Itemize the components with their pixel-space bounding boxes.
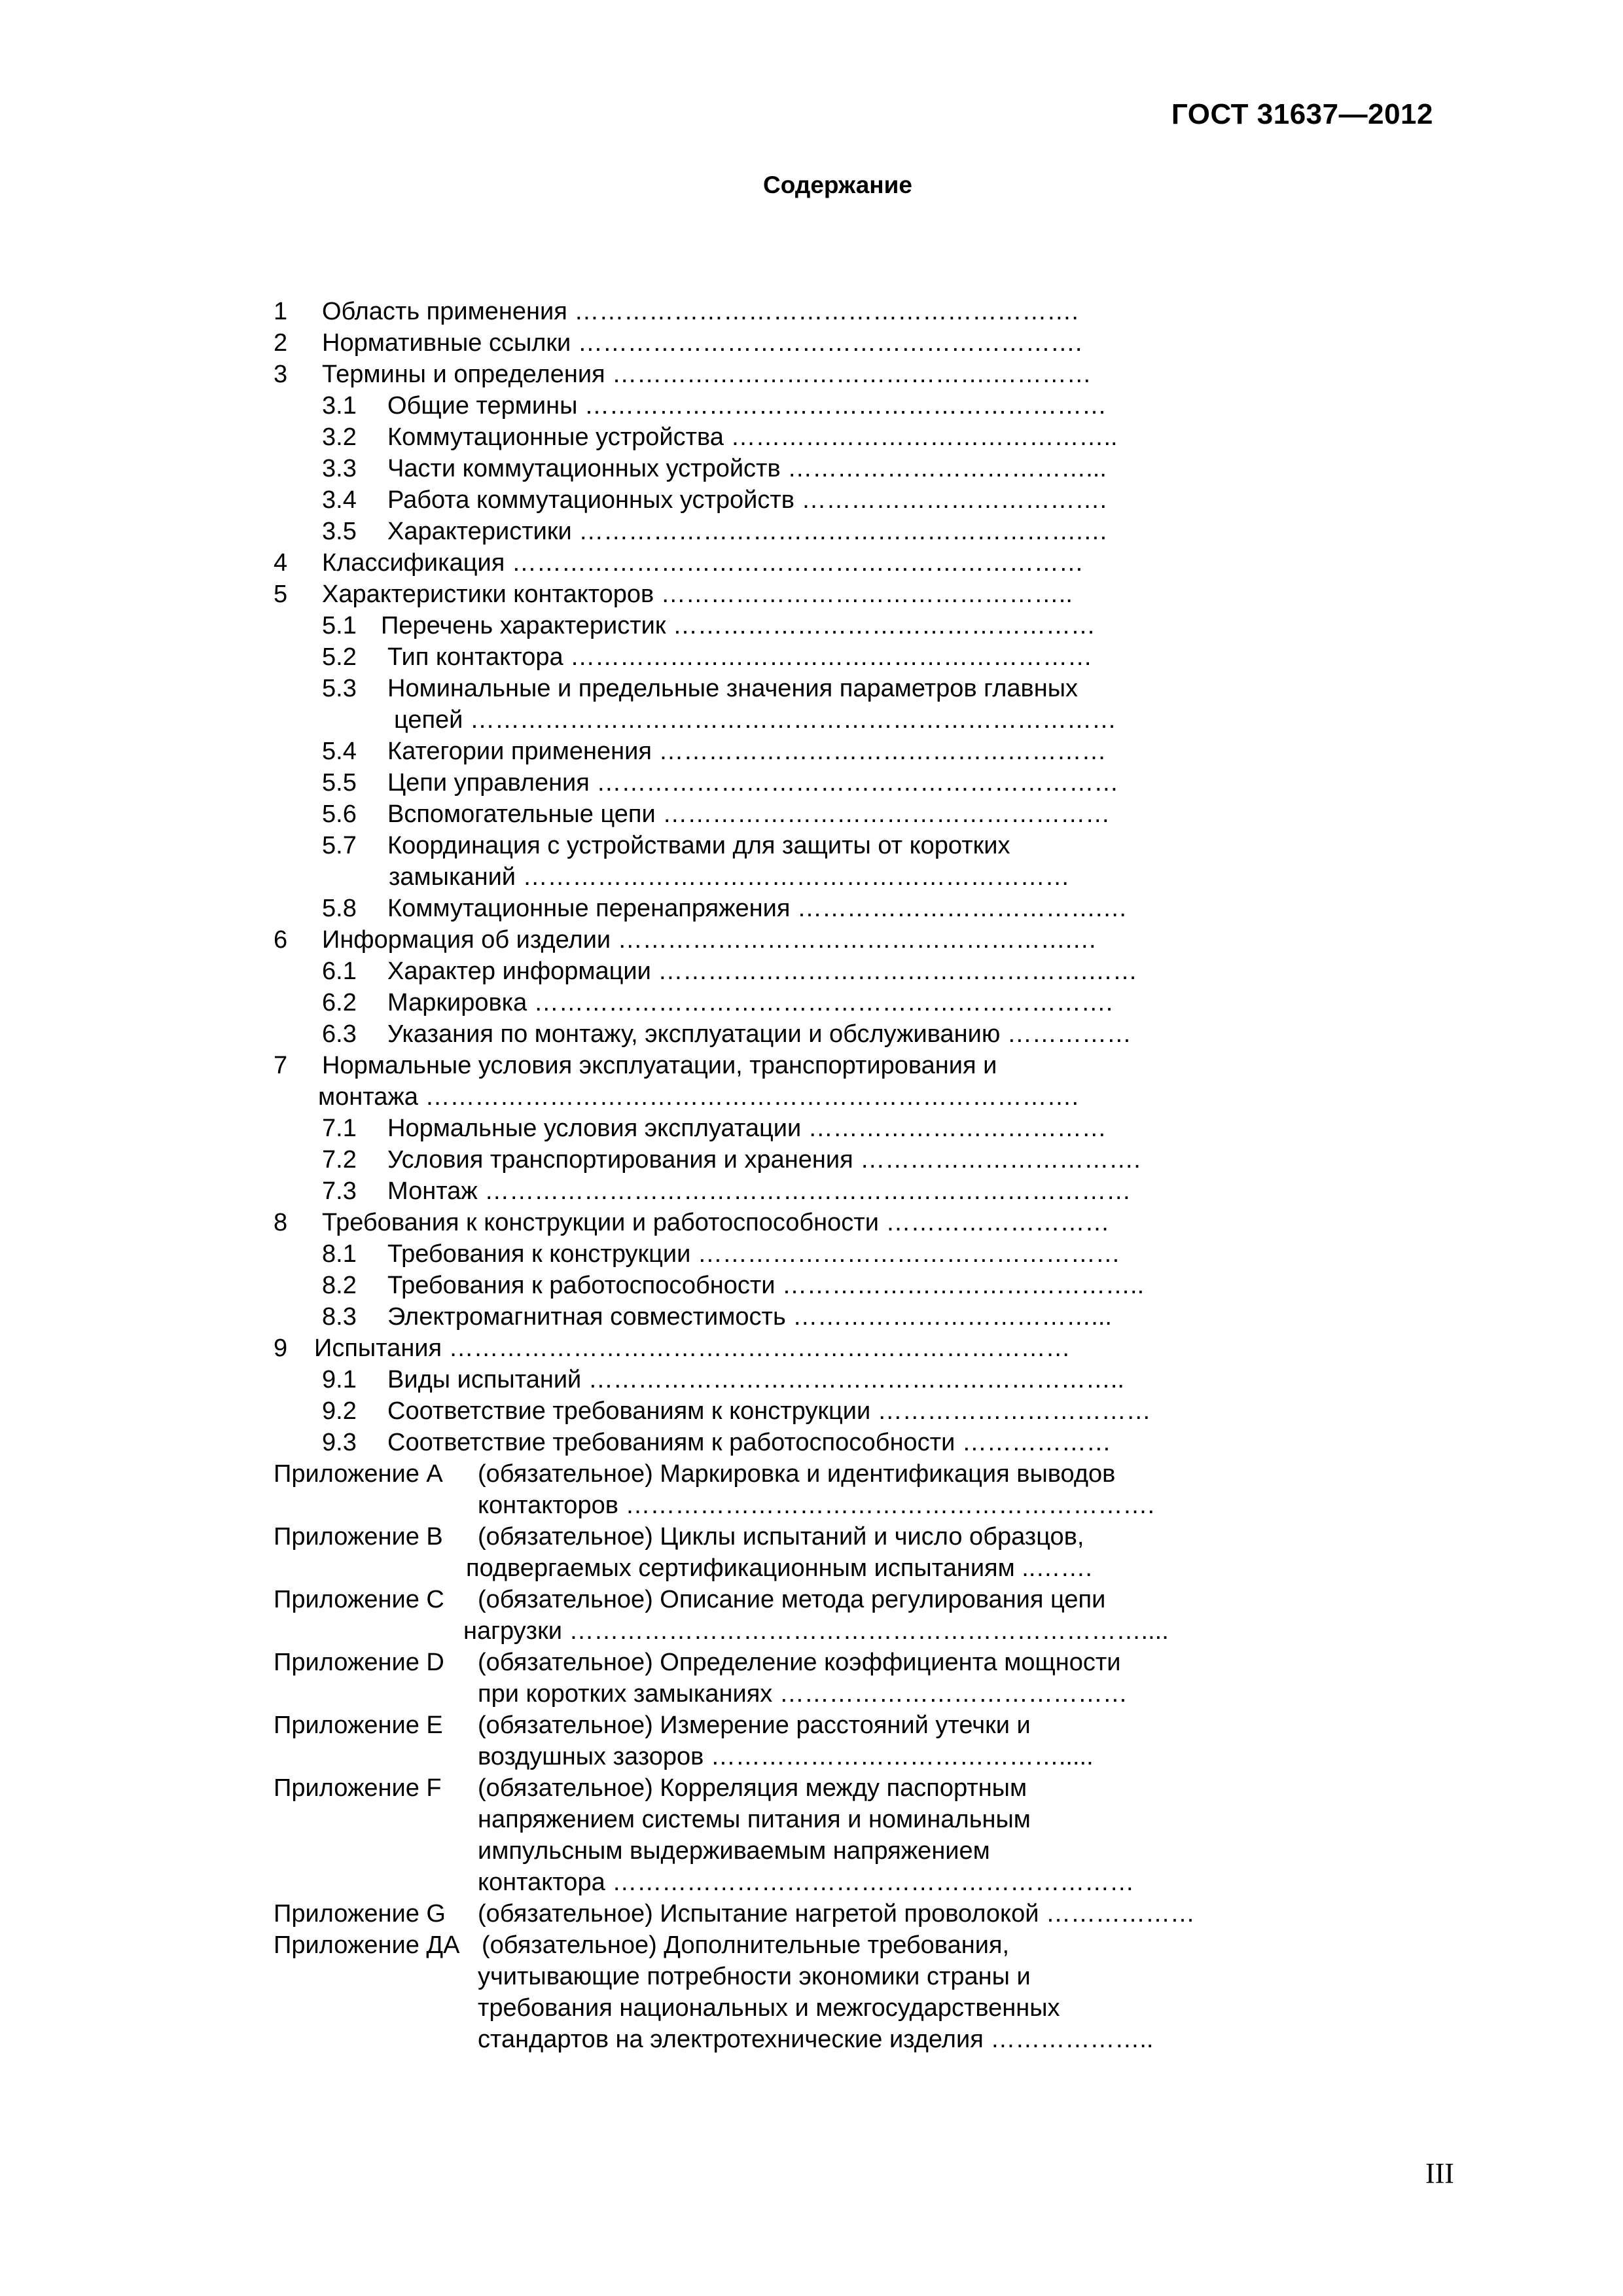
- appendix-label: Приложение B: [274, 1523, 443, 1551]
- toc-entry-number: 9.2: [322, 1397, 357, 1425]
- toc-entry[interactable]: [0, 1301, 1623, 1333]
- toc-appendix[interactable]: [0, 1710, 1623, 1741]
- toc-entry-title: Указания по монтажу, эксплуатации и обслуживанию ……………: [387, 1020, 1132, 1048]
- toc-entry-continuation[interactable]: [0, 1490, 1623, 1521]
- toc-entry-title: (обязательное) Корреляция между паспортным: [478, 1774, 1027, 1802]
- toc-entry-title: Соответствие требованиям к конструкции ……………………………: [387, 1397, 1151, 1425]
- toc-entry-title: монтажа …………………………………………………………………….: [318, 1083, 1079, 1111]
- toc-entry-number: 9: [274, 1335, 288, 1362]
- appendix-label: Приложение F: [274, 1774, 442, 1802]
- toc-entry[interactable]: [0, 641, 1623, 673]
- toc-entry-continuation[interactable]: [0, 1615, 1623, 1647]
- toc-entry-title: замыканий …………………………………………………………: [389, 863, 1070, 891]
- toc-entry-title: контактора ………………………………………………………: [478, 1869, 1135, 1896]
- appendix-label: Приложение G: [274, 1900, 446, 1928]
- toc-entry-title: Перечень характеристик ……………………………………………: [381, 612, 1096, 639]
- toc-entry-number: 3.3: [322, 455, 357, 482]
- appendix-label: Приложение ДА: [274, 1931, 460, 1959]
- toc-entry-title: Нормальные условия эксплуатации, транспортирования и: [322, 1052, 997, 1079]
- toc-entry-title: Соответствие требованиям к работоспособности ………………: [387, 1429, 1111, 1456]
- toc-entry-number: 3: [274, 361, 288, 388]
- document-code: ГОСТ 31637—2012: [1171, 98, 1433, 130]
- toc-entry-continuation[interactable]: [0, 704, 1623, 736]
- toc-entry-title: Части коммутационных устройств ………………………………...: [387, 455, 1107, 482]
- toc-entry-number: 2: [274, 329, 288, 357]
- toc-entry-number: 3.2: [322, 423, 357, 451]
- toc-entry[interactable]: [0, 484, 1623, 516]
- toc-entry[interactable]: [0, 1238, 1623, 1270]
- toc-entry-number: 7.1: [322, 1115, 357, 1142]
- toc-entry-number: 3.5: [322, 518, 357, 545]
- toc-entry-title: Коммутационные устройства ………………………………………..: [387, 423, 1118, 451]
- toc-entry-title: Электромагнитная совместимость ………………………………...: [387, 1303, 1112, 1331]
- toc-entry-title: Характеристики …………………………………………………….…: [387, 518, 1108, 545]
- toc-entry-title: учитывающие потребности экономики страны и: [478, 1963, 1031, 1990]
- toc-entry-title: (обязательное) Измерение расстояний утечки и: [478, 1712, 1031, 1739]
- toc-entry-title: импульсным выдерживаемым напряжением: [478, 1837, 990, 1865]
- toc-entry-title: (обязательное) Циклы испытаний и число образцов,: [478, 1523, 1084, 1551]
- toc-entry[interactable]: [0, 610, 1623, 641]
- toc-entry-title: Вспомогательные цепи ………………………………………………: [387, 800, 1111, 828]
- toc-entry-title: Тип контактора ………………………………………………………: [387, 643, 1093, 671]
- toc-entry[interactable]: [0, 1427, 1623, 1458]
- toc-entry-continuation[interactable]: [0, 1961, 1623, 1992]
- toc-entry-title: цепей ……………………………………………………………………: [394, 706, 1116, 734]
- toc-entry-number: 7: [274, 1052, 288, 1079]
- contents-title: Содержание: [763, 171, 912, 198]
- toc-entry-number: 5: [274, 581, 288, 608]
- toc-entry[interactable]: [0, 1018, 1623, 1050]
- toc-entry-title: Виды испытаний ………………………………………………………..: [387, 1366, 1124, 1393]
- toc-entry[interactable]: [0, 1175, 1623, 1207]
- toc-entry-number: 6.1: [322, 958, 357, 985]
- toc-entry-title: Монтаж ……………………………………………………………………: [387, 1177, 1132, 1205]
- toc-entry[interactable]: [0, 1395, 1623, 1427]
- toc-entry-number: 7.2: [322, 1146, 357, 1174]
- appendix-label: Приложение D: [274, 1649, 444, 1676]
- toc-entry[interactable]: [0, 296, 1623, 327]
- toc-entry-title: подвергаемых сертификационным испытаниям ..…….: [466, 1554, 1092, 1582]
- toc-entry-title: Нормальные условия эксплуатации ………………………………: [387, 1115, 1107, 1142]
- toc-entry-title: (обязательное) Испытание нагретой проволокой ………………: [478, 1900, 1196, 1928]
- toc-entry[interactable]: [0, 956, 1623, 987]
- toc-entry-number: 3.4: [322, 486, 357, 514]
- toc-entry-title: Требования к конструкции ……………………………………………: [387, 1240, 1120, 1268]
- toc-appendix[interactable]: [0, 1929, 1623, 1961]
- toc-entry-title: Область применения …………………………………………………….: [322, 298, 1079, 325]
- toc-entry-title: (обязательное) Описание метода регулирования цепи: [478, 1586, 1106, 1613]
- toc-entry-title: Номинальные и предельные значения параметров главных: [387, 675, 1079, 702]
- toc-entry-title: Испытания …………………………………………………………………: [314, 1335, 1071, 1362]
- toc-entry-title: Характеристики контакторов …………………………………………..: [322, 581, 1073, 608]
- toc-entry-title: при коротких замыканиях ……………………………………: [478, 1680, 1128, 1708]
- toc-appendix[interactable]: [0, 1647, 1623, 1678]
- toc-entry-title: Требования к работоспособности ……………………………………..: [387, 1272, 1145, 1299]
- toc-entry-number: 9.1: [322, 1366, 357, 1393]
- toc-entry-continuation[interactable]: [0, 1867, 1623, 1898]
- toc-entry-number: 8.3: [322, 1303, 357, 1331]
- toc-appendix[interactable]: [0, 1458, 1623, 1490]
- toc-entry-title: Общие термины ………………………………………………………: [387, 392, 1107, 420]
- toc-entry[interactable]: [0, 798, 1623, 830]
- toc-entry[interactable]: [0, 1113, 1623, 1144]
- toc-entry-continuation[interactable]: [0, 1835, 1623, 1867]
- toc-entry-continuation[interactable]: [0, 1741, 1623, 1772]
- toc-entry-number: 4: [274, 549, 288, 577]
- toc-entry[interactable]: [0, 547, 1623, 579]
- toc-entry-number: 5.2: [322, 643, 357, 671]
- toc-entry-number: 3.1: [322, 392, 357, 420]
- toc-entry-number: 6.3: [322, 1020, 357, 1048]
- appendix-label: Приложение C: [274, 1586, 444, 1613]
- toc-entry-title: Условия транспортирования и хранения …………………………….: [387, 1146, 1141, 1174]
- toc-entry-title: Маркировка …………………………………………………………….: [387, 989, 1113, 1016]
- toc-entry-continuation[interactable]: [0, 1552, 1623, 1584]
- toc-entry-title: Координация с устройствами для защиты от коротких: [387, 832, 1010, 859]
- toc-entry-continuation[interactable]: [0, 861, 1623, 893]
- toc-entry-continuation[interactable]: [0, 1804, 1623, 1835]
- toc-entry-number: 5.4: [322, 738, 357, 765]
- toc-entry[interactable]: [0, 673, 1623, 704]
- toc-entry-title: Работа коммутационных устройств ……………………………….: [387, 486, 1107, 514]
- toc-entry-title: нагрузки ……………………………………………………………....: [463, 1617, 1169, 1645]
- toc-entry-number: 5.7: [322, 832, 357, 859]
- toc-entry-number: 5.6: [322, 800, 357, 828]
- toc-entry[interactable]: [0, 1333, 1623, 1364]
- toc-entry[interactable]: [0, 767, 1623, 798]
- toc-entry-continuation[interactable]: [0, 1678, 1623, 1710]
- toc-appendix[interactable]: [0, 1772, 1623, 1804]
- toc-entry[interactable]: [0, 453, 1623, 484]
- toc-entry-number: 8.2: [322, 1272, 357, 1299]
- toc-entry-title: воздушных зазоров …………………………………….....: [478, 1743, 1094, 1770]
- toc-entry[interactable]: [0, 987, 1623, 1018]
- toc-entry[interactable]: [0, 359, 1623, 390]
- toc-entry-number: 6.2: [322, 989, 357, 1016]
- toc-entry-title: Информация об изделии ……………………………………………….…: [322, 926, 1097, 954]
- toc-entry[interactable]: [0, 1050, 1623, 1081]
- toc-entry[interactable]: [0, 830, 1623, 861]
- toc-entry[interactable]: [0, 1364, 1623, 1395]
- toc-entry-title: напряжением системы питания и номинальным: [478, 1806, 1031, 1833]
- toc-entry-number: 5.3: [322, 675, 357, 702]
- toc-entry[interactable]: [0, 1144, 1623, 1175]
- toc-entry[interactable]: [0, 579, 1623, 610]
- toc-entry-title: стандартов на электротехнические изделия ………………..: [478, 2026, 1154, 2053]
- toc-entry-continuation[interactable]: [0, 2024, 1623, 2055]
- toc-entry-number: 8: [274, 1209, 288, 1236]
- toc-entry-title: Цепи управления ………………………………………………………: [387, 769, 1119, 797]
- toc-entry-title: Классификация ……………………………………………………………: [322, 549, 1084, 577]
- toc-appendix[interactable]: [0, 1521, 1623, 1552]
- toc-entry[interactable]: [0, 516, 1623, 547]
- toc-entry-continuation[interactable]: [0, 1081, 1623, 1113]
- toc-entry-number: 9.3: [322, 1429, 357, 1456]
- toc-entry[interactable]: [0, 1207, 1623, 1238]
- toc-entry-title: контакторов ……………………………………………………….: [478, 1492, 1155, 1519]
- toc-appendix[interactable]: [0, 1584, 1623, 1615]
- toc-entry[interactable]: [0, 924, 1623, 956]
- toc-entry[interactable]: [0, 327, 1623, 359]
- toc-entry-title: Коммутационные перенапряжения ……………………………….…: [387, 895, 1128, 922]
- toc-entry[interactable]: [0, 893, 1623, 924]
- toc-entry-number: 6: [274, 926, 288, 954]
- toc-entry-title: Категории применения ………………………………………………: [387, 738, 1107, 765]
- toc-entry-number: 8.1: [322, 1240, 357, 1268]
- toc-entry-title: Нормативные ссылки …………………………………………………….: [322, 329, 1082, 357]
- toc-entry-number: 5.8: [322, 895, 357, 922]
- toc-entry[interactable]: [0, 1270, 1623, 1301]
- appendix-label: Приложение A: [274, 1460, 443, 1488]
- toc-entry[interactable]: [0, 390, 1623, 422]
- toc-entry[interactable]: [0, 736, 1623, 767]
- toc-entry-continuation[interactable]: [0, 1992, 1623, 2024]
- toc-entry-number: 5.1: [322, 612, 357, 639]
- toc-entry-title: (обязательное) Дополнительные требования,: [482, 1931, 1010, 1959]
- toc-entry-title: (обязательное) Маркировка и идентификация выводов: [478, 1460, 1116, 1488]
- toc-entry-number: 7.3: [322, 1177, 357, 1205]
- toc-entry-number: 5.5: [322, 769, 357, 797]
- toc-entry-number: 1: [274, 298, 288, 325]
- toc-entry-title: Требования к конструкции и работоспособности ………………………: [322, 1209, 1110, 1236]
- toc-entry[interactable]: [0, 422, 1623, 453]
- toc-entry-title: Характер информации …………………………………………….……: [387, 958, 1137, 985]
- page-number: III: [1425, 2157, 1454, 2189]
- toc-entry-title: требования национальных и межгосударственных: [478, 1994, 1060, 2022]
- appendix-label: Приложение E: [274, 1712, 443, 1739]
- table-of-contents: [0, 296, 1623, 2055]
- toc-appendix[interactable]: [0, 1898, 1623, 1929]
- toc-entry-title: Термины и определения ……………………………………….…………: [322, 361, 1092, 388]
- toc-entry-title: (обязательное) Определение коэффициента мощности: [478, 1649, 1121, 1676]
